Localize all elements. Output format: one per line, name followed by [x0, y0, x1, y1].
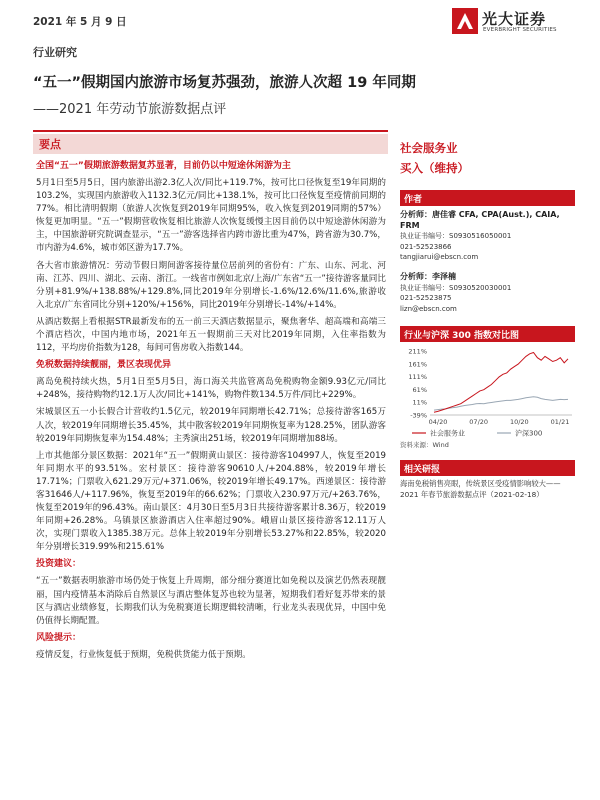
- analyst-1-cert: 执业证书编号：S0930516050001: [400, 232, 512, 240]
- analyst-2-cert: 执业证书编号：S0930520030001: [400, 283, 512, 292]
- x-tick-label: 10/20: [509, 418, 529, 426]
- investment-advice-label: 投资建议：: [36, 559, 82, 570]
- y-tick-label: 61%: [412, 385, 427, 394]
- author-header: [400, 190, 575, 206]
- main-content: [36, 160, 386, 666]
- legend-label: 社会服务业: [430, 429, 465, 438]
- paragraph-4: 离岛免税持续火热，5月1日至5月5日，海口海关共监管离岛免税购物金额9.93亿元/同比+248%，接待购物约12.1万人次/同比+141%，购物件数134.5万件/同比+229%。: [36, 377, 386, 401]
- section-headline-1: 全国“五一”假期旅游数据复苏显著，目前仍以中短途休闲游为主: [36, 161, 291, 171]
- legend-label: 沪深300: [515, 429, 543, 438]
- paragraph-3: 从酒店数据上看根据STR最新发布的五一前三天酒店数据显示，聚焦奢华、超高端和高端三个酒店档次，中国内地市场，2021年五一假期前三天对比2019年同期，入住率指数为112，平均房价指数为128，每间可售房收入指数144。: [36, 316, 386, 354]
- paragraph-8: 疫情反复，行业恢复低于预期，免税供货能力低于预期。: [36, 649, 251, 660]
- key-points-label: 要点: [39, 138, 61, 151]
- analyst-1: [400, 210, 575, 263]
- analyst-2-phone: 021-52523875: [400, 294, 452, 302]
- chart-legend: [400, 427, 575, 439]
- header-divider: [33, 130, 388, 132]
- industry-name: 社会服务业: [400, 141, 458, 155]
- key-points-header: [33, 134, 388, 154]
- report-subtitle: ——2021 年劳动节旅游数据点评: [33, 102, 227, 117]
- chart-source: 资料来源：Wind: [400, 441, 449, 449]
- brand-logo: [452, 6, 572, 40]
- paragraph-2: 各大省市旅游情况：劳动节假日期间游客接待量位居前列的省份有：广东、山东、河北、河南、江苏、四川、湖北、云南、浙江。一线省市例如北京/上海/广东省“五一”接待游客量同比分别+81.9%/+138.88%/+129.8%,同比2019年分别增长-1.6%/12.6%/11.6%,旅游收入北京/广东省同比分别+120%/+156%，同比2019年分别增长-14%/+14%。: [36, 260, 386, 310]
- paragraph-1: 5月1日至5月5日，国内旅游出游2.3亿人次/同比+119.7%，按可比口径恢复至19年同期的103.2%，实现国内旅游收入1132.3亿元/同比+138.1%，按可比口径恢复至疫情前同期的77%。相比清明假期（旅游人次恢复到2019年同期95%，收入恢复到2019同期的57%）恢复更加明显。“五一”假期营收恢复相比旅游人次恢复缓慢主因目前仍以中短途游休闲游为主，中国旅游研究院调查显示，“五一”游客选择省内跨市游比重为47%，跨省游为30.7%，市内游为4.6%，城市郊区游为17.7%。: [36, 178, 386, 254]
- analyst-2-email[interactable]: lizn@ebscn.com: [400, 304, 457, 313]
- logo-mark-icon: [452, 8, 478, 34]
- y-tick-label: 161%: [408, 360, 427, 369]
- analyst-1-phone: 021-52523866: [400, 242, 452, 251]
- analyst-1-name: 分析师：唐佳睿 CFA, CPA(Aust.), CAIA, FRM: [400, 210, 560, 230]
- logo-subtext: EVERBRIGHT SECURITIES: [483, 27, 557, 33]
- analyst-2: [400, 272, 575, 314]
- author-label: 作者: [404, 195, 423, 205]
- analyst-1-email[interactable]: tangjiarui@ebscn.com: [400, 253, 479, 261]
- report-date: 2021 年 5 月 9 日: [33, 16, 127, 28]
- y-tick-label: 111%: [408, 373, 427, 382]
- risk-warning-label: 风险提示：: [36, 632, 82, 643]
- chart-label: 行业与沪深 300 指数对比图: [404, 331, 520, 341]
- index-comparison-chart: [400, 345, 575, 427]
- related-header: [400, 460, 575, 476]
- x-tick-label: 04/20: [428, 418, 448, 426]
- y-tick-label: 11%: [412, 398, 427, 407]
- paragraph-5: 宋城景区五一小长假合计营收约1.5亿元，较2019年同期增长42.71%；总接待游客165万人次，较2019年同期增长35.45%，其中散客较2019年同期恢复率为128.25%，团队游客较2019年同期恢复率为154.48%；主秀演出251场，较2019年同期增加88场。: [36, 407, 386, 444]
- logo-text: 光大证券: [482, 10, 547, 28]
- chart-header: [400, 326, 575, 342]
- related-report[interactable]: 海南免税销售亮眼，传统景区受疫情影响较大——2021 年春节旅游数据点评（2021-02-18）: [400, 479, 561, 499]
- paragraph-6: 上市其他部分景区数据：2021年“五一”假期黄山景区：接待游客104997人，恢复至2019年同期水平的93.51%。宏村景区：接待游客90610人/+204.88%，较2019年增长17.71%；门票收入621.29万元/+371.06%，较2019年增长49.17%。西递景区：接待游客31646人/+117.96%，恢复至2019年的66.62%；门票收入230.97万元/+263.76%，恢复至2019年的96.43%。南山景区：4月30日至5月3日共接待游客累计8.36万，较2019年同期+26.28%。乌镇景区旅游酒店入住率超过90%。峨眉山景区接待游客12.11万人次，实现门票收入1385.38万元。总体上较2019年分别增长53.27%和22.85%，较2020年分别增长319.99%和215.61%: [36, 450, 386, 553]
- paragraph-7: “五一”数据表明旅游市场仍处于恢复上升周期，部分细分赛道比如免税以及演艺仍然表现靓丽，国内疫情基本消除后自然景区与酒店整体复苏也较为显著，短期我们看好复苏带来的景区与酒店业绩修复，长期我们认为免税赛道长期逻辑较清晰，行业龙头表现优异，中国中免仍值得长期配置。: [36, 576, 386, 626]
- y-tick-label: -39%: [410, 411, 427, 420]
- y-tick-label: 211%: [408, 347, 427, 356]
- section-headline-2: 免税数据持续靓丽，景区表现优异: [36, 360, 172, 371]
- series-line: [434, 397, 568, 410]
- rating: 买入（维持）: [400, 161, 469, 175]
- x-tick-label: 07/20: [469, 418, 489, 426]
- related-label: 相关研报: [404, 465, 441, 475]
- analyst-2-name: 分析师：李泽楠: [400, 272, 456, 281]
- x-tick-label: 01/21: [550, 418, 570, 426]
- report-title: “五一”假期国内旅游市场复苏强劲，旅游人次超 19 年同期: [33, 75, 416, 91]
- report-category: 行业研究: [33, 46, 77, 59]
- series-line: [434, 353, 568, 413]
